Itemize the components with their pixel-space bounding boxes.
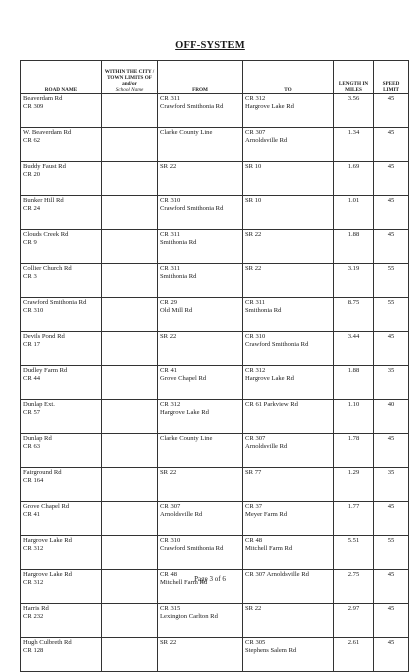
from-route: Clarke County Line	[160, 435, 213, 442]
header-within-limits: WITHIN THE CITY / TOWN LIMITS OF and/or School Name	[102, 61, 158, 94]
speed-limit: 55	[387, 537, 395, 544]
table-row	[21, 196, 409, 230]
road-name: Grove Chapel Rd	[23, 503, 70, 510]
county-road-number: CR 9	[23, 239, 37, 247]
to-road-name: Hargrove Lake Rd	[245, 375, 294, 383]
header-speed: SPEED LIMIT	[374, 61, 409, 94]
header-length: LENGTH IN MILES	[334, 61, 374, 94]
speed-limit: 45	[387, 231, 395, 238]
length-cell	[334, 468, 374, 502]
county-road-number: CR 41	[23, 511, 41, 519]
to-road-name: Mitchell Farm Rd	[245, 545, 293, 553]
from-cell	[158, 94, 243, 128]
speed-limit: 45	[387, 571, 395, 578]
speed-cell	[374, 400, 409, 434]
road-name-cell	[21, 94, 102, 128]
from-road-name: Grove Chapel Rd	[160, 375, 207, 383]
within-limits-cell	[102, 196, 158, 230]
within-limits-cell	[102, 94, 158, 128]
header-road-name: ROAD NAME	[21, 61, 102, 94]
county-road-number: CR 232	[23, 613, 44, 621]
from-cell	[158, 128, 243, 162]
road-name-cell	[21, 536, 102, 570]
length-miles: 1.69	[347, 163, 360, 170]
to-cell	[243, 298, 334, 332]
length-miles: 3.19	[347, 265, 360, 272]
header-from: FROM	[158, 61, 243, 94]
table-row	[21, 502, 409, 536]
table-row	[21, 128, 409, 162]
table-row	[21, 400, 409, 434]
speed-cell	[374, 264, 409, 298]
speed-cell	[374, 128, 409, 162]
speed-limit: 55	[387, 265, 395, 272]
speed-limit: 55	[387, 299, 395, 306]
county-road-number: CR 310	[23, 307, 44, 315]
speed-cell	[374, 638, 409, 672]
road-name: Crawford Smithonia Rd	[23, 299, 87, 306]
from-route: CR 310	[160, 537, 181, 544]
from-road-name: Smithonia Rd	[160, 239, 197, 247]
to-route: CR 307	[245, 129, 266, 136]
road-name: Buddy Faust Rd	[23, 163, 66, 170]
length-miles: 1.34	[347, 129, 360, 136]
road-name: Hargrove Lake Rd	[23, 571, 72, 578]
table-row	[21, 298, 409, 332]
from-route: CR 311	[160, 231, 181, 238]
road-name-cell	[21, 502, 102, 536]
length-cell	[334, 332, 374, 366]
county-road-number: CR 3	[23, 273, 37, 281]
road-name: Hugh Culbreth Rd	[23, 639, 72, 646]
from-cell	[158, 536, 243, 570]
from-route: CR 29	[160, 299, 178, 306]
within-limits-cell	[102, 264, 158, 298]
length-miles: 1.77	[347, 503, 360, 510]
speed-cell	[374, 366, 409, 400]
to-road-name: Meyer Farm Rd	[245, 511, 288, 519]
road-name: Dudley Farm Rd	[23, 367, 68, 374]
from-route: CR 310	[160, 197, 181, 204]
length-miles: 1.78	[347, 435, 360, 442]
road-name: Harris Rd	[23, 605, 49, 612]
speed-limit: 45	[387, 95, 395, 102]
from-road-name: Crawford Smithonia Rd	[160, 545, 224, 553]
county-road-number: CR 128	[23, 647, 44, 655]
road-name: Hargrove Lake Rd	[23, 537, 72, 544]
speed-cell	[374, 604, 409, 638]
road-name-cell	[21, 332, 102, 366]
to-route: CR 305	[245, 639, 266, 646]
speed-limit: 45	[387, 503, 395, 510]
within-limits-cell	[102, 162, 158, 196]
road-name-cell	[21, 298, 102, 332]
from-cell	[158, 332, 243, 366]
header-within-limits-note: School Name	[115, 87, 144, 93]
road-name-cell	[21, 196, 102, 230]
length-cell	[334, 604, 374, 638]
county-road-number: CR 17	[23, 341, 41, 349]
road-name: Beaverdam Rd	[23, 95, 63, 102]
table-row	[21, 468, 409, 502]
speed-cell	[374, 298, 409, 332]
to-cell	[243, 332, 334, 366]
from-route: SR 22	[160, 333, 177, 340]
speed-limit: 45	[387, 333, 395, 340]
road-name: W. Beaverdam Rd	[23, 129, 72, 136]
speed-limit: 45	[387, 129, 395, 136]
to-route: CR 310	[245, 333, 266, 340]
from-cell	[158, 264, 243, 298]
to-route: CR 312	[245, 367, 266, 374]
road-name-cell	[21, 162, 102, 196]
road-name-cell	[21, 468, 102, 502]
within-limits-cell	[102, 604, 158, 638]
to-cell	[243, 536, 334, 570]
to-route: SR 22	[245, 605, 262, 612]
length-miles: 2.61	[347, 639, 360, 646]
speed-cell	[374, 468, 409, 502]
from-route: Clarke County Line	[160, 129, 213, 136]
header-to: TO	[243, 61, 334, 94]
from-route: SR 22	[160, 163, 177, 170]
road-name-cell	[21, 400, 102, 434]
length-cell	[334, 434, 374, 468]
table-row	[21, 638, 409, 672]
from-cell	[158, 434, 243, 468]
county-road-number: CR 62	[23, 137, 41, 145]
table-row	[21, 332, 409, 366]
speed-cell	[374, 230, 409, 264]
table-row	[21, 604, 409, 638]
road-name-cell	[21, 638, 102, 672]
table-row	[21, 264, 409, 298]
from-road-name: Old Mill Rd	[160, 307, 193, 315]
road-name-cell	[21, 604, 102, 638]
length-miles: 2.75	[347, 571, 360, 578]
from-route: SR 22	[160, 469, 177, 476]
page-number: Page 3 of 6	[194, 575, 226, 583]
within-limits-cell	[102, 332, 158, 366]
to-route: CR 61 Parkview Rd	[245, 401, 298, 408]
from-road-name: Lexington Carlton Rd	[160, 613, 218, 621]
table-row	[21, 536, 409, 570]
to-route: CR 307 Arnoldsville Rd	[245, 571, 309, 578]
county-road-number: CR 44	[23, 375, 41, 383]
from-cell	[158, 196, 243, 230]
length-miles: 3.44	[347, 333, 360, 340]
from-cell	[158, 162, 243, 196]
within-limits-cell	[102, 468, 158, 502]
from-cell	[158, 400, 243, 434]
from-route: CR 41	[160, 367, 178, 374]
county-road-number: CR 309	[23, 103, 44, 111]
to-route: CR 307	[245, 435, 266, 442]
to-route: SR 22	[245, 231, 262, 238]
within-limits-cell	[102, 502, 158, 536]
length-miles: 1.10	[347, 401, 360, 408]
to-route: CR 312	[245, 95, 266, 102]
length-miles: 8.75	[347, 299, 360, 306]
county-road-number: CR 20	[23, 171, 41, 179]
county-road-number: CR 63	[23, 443, 41, 451]
from-route: CR 311	[160, 265, 181, 272]
road-name-cell	[21, 264, 102, 298]
speed-limit: 45	[387, 163, 395, 170]
length-cell	[334, 94, 374, 128]
to-cell	[243, 638, 334, 672]
to-cell	[243, 400, 334, 434]
to-cell	[243, 366, 334, 400]
from-cell	[158, 604, 243, 638]
from-cell	[158, 366, 243, 400]
to-cell	[243, 196, 334, 230]
to-cell	[243, 264, 334, 298]
length-cell	[334, 196, 374, 230]
county-road-number: CR 164	[23, 477, 44, 485]
speed-cell	[374, 434, 409, 468]
to-road-name: Smithonia Rd	[245, 307, 282, 315]
length-cell	[334, 128, 374, 162]
to-route: CR 37	[245, 503, 263, 510]
page-title: OFF-SYSTEM	[175, 40, 245, 51]
from-road-name: Hargrove Lake Rd	[160, 409, 209, 417]
length-cell	[334, 400, 374, 434]
speed-limit: 40	[387, 401, 395, 408]
length-cell	[334, 264, 374, 298]
from-cell	[158, 468, 243, 502]
from-cell	[158, 298, 243, 332]
to-route: SR 10	[245, 197, 262, 204]
road-name: Clouds Creek Rd	[23, 231, 69, 238]
road-name-cell	[21, 366, 102, 400]
within-limits-cell	[102, 366, 158, 400]
length-cell	[334, 298, 374, 332]
table-header-row	[21, 61, 409, 94]
from-cell	[158, 502, 243, 536]
within-limits-cell	[102, 128, 158, 162]
from-cell	[158, 638, 243, 672]
county-road-number: CR 57	[23, 409, 41, 417]
from-route: SR 22	[160, 639, 177, 646]
road-name: Devils Pond Rd	[23, 333, 65, 340]
speed-limit: 45	[387, 639, 395, 646]
road-name-cell	[21, 434, 102, 468]
to-cell	[243, 162, 334, 196]
speed-cell	[374, 94, 409, 128]
speed-limit: 45	[387, 605, 395, 612]
within-limits-cell	[102, 400, 158, 434]
from-route: CR 311	[160, 95, 181, 102]
road-name: Collier Church Rd	[23, 265, 72, 272]
table-row	[21, 366, 409, 400]
road-name-cell	[21, 128, 102, 162]
speed-limit: 45	[387, 435, 395, 442]
table-row	[21, 434, 409, 468]
speed-limit: 35	[387, 367, 395, 374]
length-miles: 2.97	[347, 605, 360, 612]
to-road-name: Crawford Smithonia Rd	[245, 341, 309, 349]
road-name: Fairground Rd	[23, 469, 62, 476]
length-miles: 5.51	[347, 537, 360, 544]
speed-cell	[374, 502, 409, 536]
from-road-name: Smithonia Rd	[160, 273, 197, 281]
length-cell	[334, 230, 374, 264]
road-name: Dunlap Rd	[23, 435, 52, 442]
length-miles: 1.88	[347, 367, 360, 374]
road-name: Bunker Hill Rd	[23, 197, 64, 204]
to-road-name: Arnoldsville Rd	[245, 137, 288, 145]
county-road-number: CR 24	[23, 205, 41, 213]
from-road-name: Crawford Smithonia Rd	[160, 103, 224, 111]
from-road-name: Crawford Smithonia Rd	[160, 205, 224, 213]
from-road-name: Mitchell Farm Rd	[160, 579, 208, 587]
length-cell	[334, 536, 374, 570]
from-route: CR 315	[160, 605, 181, 612]
to-cell	[243, 434, 334, 468]
length-miles: 1.88	[347, 231, 360, 238]
to-cell	[243, 230, 334, 264]
length-cell	[334, 502, 374, 536]
table-row	[21, 162, 409, 196]
to-route: SR 22	[245, 265, 262, 272]
length-miles: 3.56	[347, 95, 360, 102]
county-road-number: CR 312	[23, 579, 44, 587]
from-route: CR 48	[160, 571, 178, 578]
speed-cell	[374, 196, 409, 230]
to-route: SR 77	[245, 469, 262, 476]
to-road-name: Arnoldsville Rd	[245, 443, 288, 451]
from-route: CR 307	[160, 503, 181, 510]
speed-limit: 45	[387, 197, 395, 204]
to-cell	[243, 128, 334, 162]
to-cell	[243, 94, 334, 128]
within-limits-cell	[102, 230, 158, 264]
road-name: Dunlap Ext.	[23, 401, 55, 408]
length-cell	[334, 366, 374, 400]
table-row	[21, 94, 409, 128]
speed-limit: 35	[387, 469, 395, 476]
speed-cell	[374, 536, 409, 570]
to-route: CR 311	[245, 299, 266, 306]
within-limits-cell	[102, 298, 158, 332]
to-route: CR 48	[245, 537, 263, 544]
county-road-number: CR 312	[23, 545, 44, 553]
length-cell	[334, 638, 374, 672]
road-name-cell	[21, 230, 102, 264]
to-road-name: Stephens Salem Rd	[245, 647, 297, 655]
from-road-name: Arnoldsville Rd	[160, 511, 203, 519]
to-route: SR 10	[245, 163, 262, 170]
from-cell	[158, 230, 243, 264]
length-miles: 1.29	[347, 469, 360, 476]
speed-cell	[374, 332, 409, 366]
to-cell	[243, 468, 334, 502]
within-limits-cell	[102, 638, 158, 672]
from-route: CR 312	[160, 401, 181, 408]
within-limits-cell	[102, 434, 158, 468]
length-miles: 1.01	[347, 197, 360, 204]
table-row	[21, 230, 409, 264]
within-limits-cell	[102, 536, 158, 570]
to-cell	[243, 604, 334, 638]
speed-cell	[374, 162, 409, 196]
to-cell	[243, 502, 334, 536]
to-road-name: Hargrove Lake Rd	[245, 103, 294, 111]
length-cell	[334, 162, 374, 196]
